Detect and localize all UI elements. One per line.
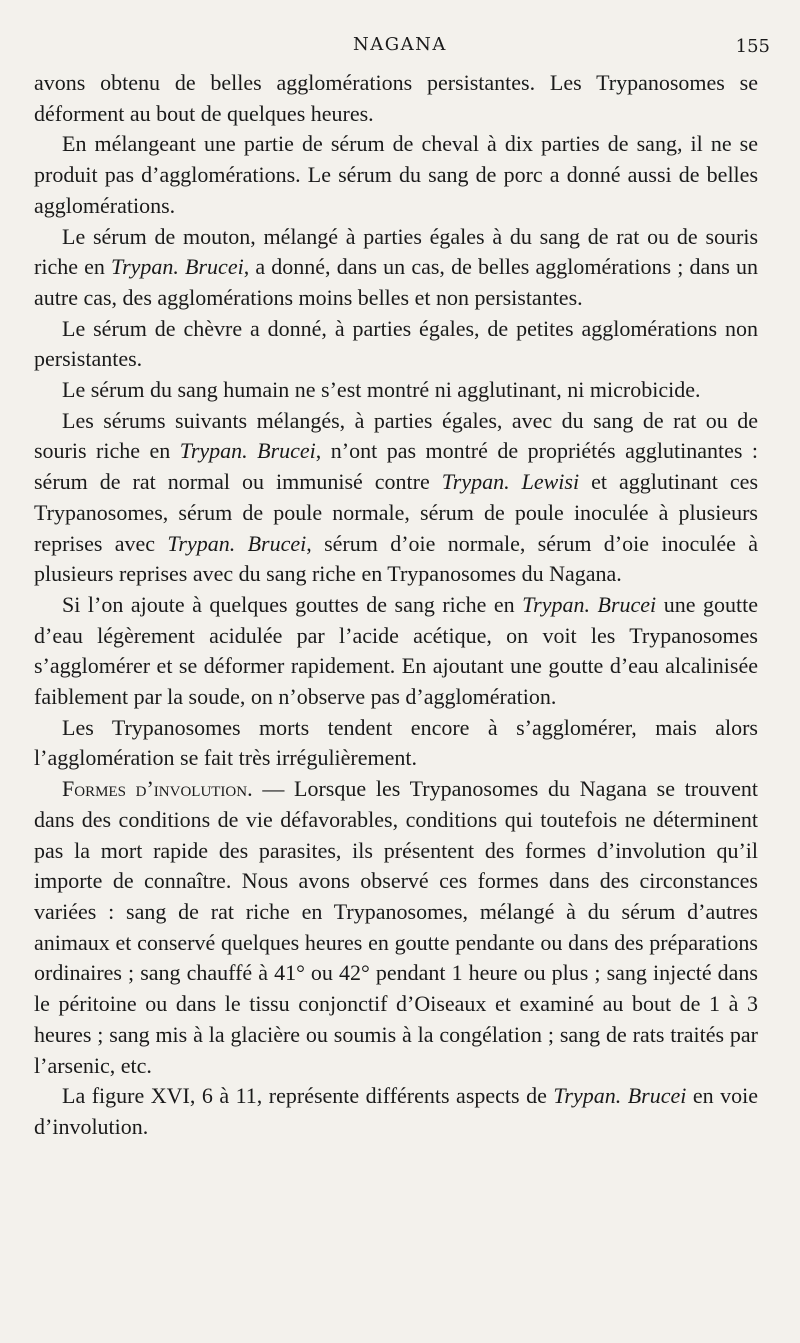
text-run: Les sérums suivants mélangés, à parties égales, avec du sang de rat ou de souris riche en — [34, 407, 758, 464]
italic-text: Trypan. Brucei — [522, 591, 657, 617]
italic-text: Trypan. Brucei — [111, 254, 244, 280]
running-title: NAGANA — [353, 34, 447, 55]
text-run: Le sérum de mouton, mélangé à parties égales à du sang de rat ou de souris riche en — [34, 223, 758, 280]
body-text — [34, 68, 758, 1143]
italic-text: Trypan. Brucei — [179, 438, 316, 464]
text-run: en voie d’involution. — [34, 1083, 758, 1139]
paragraph — [34, 314, 758, 375]
italic-text: Trypan. Brucei — [553, 1083, 687, 1109]
text-run: , a donné, dans un cas, de belles agglomérations ; dans un autre cas, des agglomérations moins belles et non persistantes. — [34, 254, 758, 310]
paragraph — [34, 129, 758, 221]
section-heading: Formes d’involution. — [62, 776, 253, 802]
text-run: avons obtenu de belles agglomérations persistantes. Les Trypanosomes se déforment au bout de quelques heures. — [34, 70, 758, 126]
paragraph — [34, 1081, 758, 1142]
paragraph — [34, 774, 758, 1081]
text-run: En mélangeant une partie de sérum de cheval à dix parties de sang, il ne se produit pas d’agglomérations. Le sérum du sang de porc a donné aussi de belles agglomérations. — [34, 131, 758, 218]
text-run: Le sérum du sang humain ne s’est montré ni agglutinant, ni microbicide. — [62, 377, 701, 403]
text-run: une goutte d’eau légèrement acidulée par l’acide acétique, on voit les Trypanosomes s’agglomérer et se déformer rapidement. En ajoutant une goutte d’eau alcalinisée faiblement par la soude, on n’observe pas d’agglomération. — [34, 591, 758, 710]
paragraph — [34, 406, 758, 590]
text-run: — Lorsque les Trypanosomes du Nagana se trouvent dans des conditions de vie défavorables, conditions qui toutefois ne déterminent pas la mort rapide des parasites, ils présentent des formes d’involution qu’il importe de connaître. Nous avons observé ces formes dans des circonstances variées : sang de rat riche en Trypanosomes, mélangé à du sérum d’autres animaux et conservé quelques heures en goutte pendante ou dans des préparations ordinaires ; sang chauffé à 41° ou 42° pendant 1 heure ou plus ; sang injecté dans le péritoine ou dans le tissu conjonctif d’Oiseaux et examiné au bout de 1 à 3 heures ; sang mis à la glacière ou soumis à la congélation ; sang de rats traités par l’arsenic, etc. — [34, 776, 759, 1078]
text-run: , n’ont pas montré de propriétés agglutinantes : sérum de rat normal ou immunisé contre — [34, 438, 759, 495]
text-run: et agglutinant ces Trypanosomes, sérum de poule normale, sérum de poule inoculée à plusieurs reprises avec — [34, 469, 759, 556]
paragraph — [34, 68, 758, 129]
paragraph — [34, 375, 758, 406]
page-header — [0, 34, 800, 62]
text-run: Le sérum de chèvre a donné, à parties égales, de petites agglomérations non persistantes. — [34, 315, 758, 372]
paragraph — [34, 713, 758, 774]
page-number: 155 — [735, 36, 770, 57]
italic-text: Trypan. Brucei — [167, 530, 307, 556]
text-run: Les Trypanosomes morts tendent encore à s’agglomérer, mais alors l’agglomération se fait très irrégulièrement. — [34, 714, 758, 771]
paragraph — [34, 222, 758, 314]
text-run: La figure XVI, 6 à 11, représente différents aspects de — [62, 1083, 554, 1109]
text-run: Si l’on ajoute à quelques gouttes de sang riche en — [62, 591, 523, 617]
italic-text: Trypan. Lewisi — [441, 469, 580, 495]
text-run: , sérum d’oie normale, sérum d’oie inoculée à plusieurs reprises avec du sang riche en Trypanosomes du Nagana. — [34, 530, 758, 587]
paragraph — [34, 590, 758, 713]
